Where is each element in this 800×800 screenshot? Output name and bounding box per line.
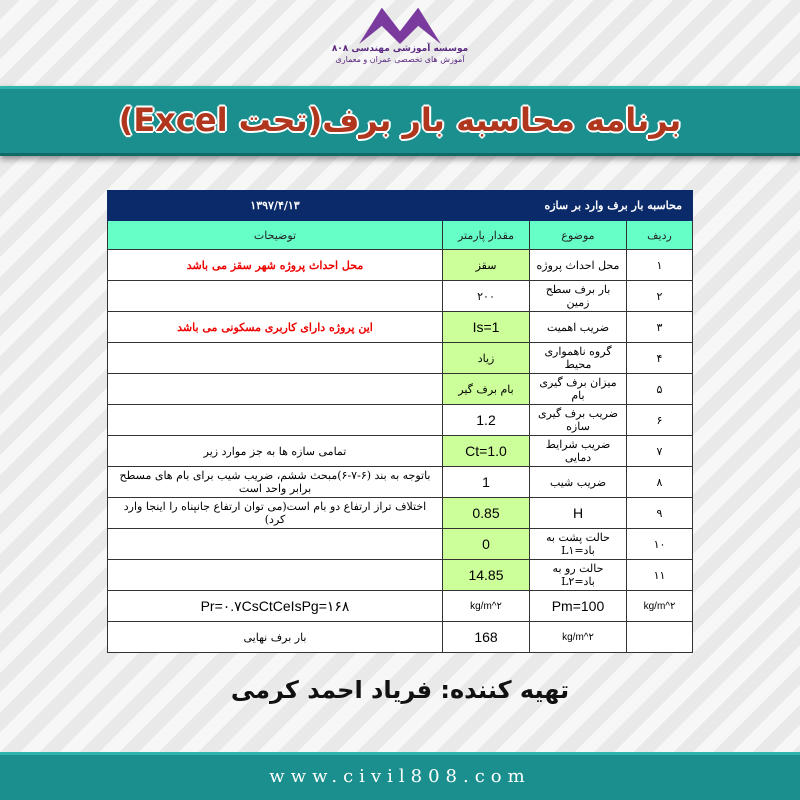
row-notes xyxy=(108,281,443,312)
table-row xyxy=(108,312,693,343)
snow-load-table xyxy=(107,190,693,653)
col-row: ردیف xyxy=(627,221,693,250)
row-value[interactable]: بام برف گیر xyxy=(443,374,530,405)
table-row xyxy=(108,467,693,498)
pr-formula: Pr=۰.۷CsCtCeIsPg=۱۶۸ xyxy=(108,591,443,622)
table-row xyxy=(108,529,693,560)
logo-mark-icon xyxy=(354,4,446,44)
row-value[interactable]: ۲۰۰ xyxy=(443,281,530,312)
table-row xyxy=(108,374,693,405)
row-number: ۵ xyxy=(627,374,693,405)
logo-line2: آموزش های تخصصی عمران و معماری xyxy=(335,55,465,64)
table-row xyxy=(108,250,693,281)
row-subject: ضریب برف گیری سازه xyxy=(530,405,627,436)
row-notes xyxy=(108,374,443,405)
table-row xyxy=(108,560,693,591)
row-value[interactable]: 0 xyxy=(443,529,530,560)
row-subject: ضریب اهمیت xyxy=(530,312,627,343)
row-notes: تمامی سازه ها به جز موارد زیر xyxy=(108,436,443,467)
row-value[interactable]: زیاد xyxy=(443,343,530,374)
row-subject: میزان برف گیری بام xyxy=(530,374,627,405)
row-notes xyxy=(108,529,443,560)
row-subject: ضریب شرایط دمایی xyxy=(530,436,627,467)
row-number: ۱۰ xyxy=(627,529,693,560)
row-number: ۲ xyxy=(627,281,693,312)
row-number: ۸ xyxy=(627,467,693,498)
row-notes: محل احداث پروژه شهر سقز می باشد xyxy=(108,250,443,281)
row-number: ۱۱ xyxy=(627,560,693,591)
row-notes: اختلاف تراز ارتفاع دو بام است(می توان ارتفاع جانپناه را اینجا وارد کرد) xyxy=(108,498,443,529)
row-subject: بار برف سطح زمین xyxy=(530,281,627,312)
final-value[interactable]: 168 xyxy=(443,622,530,653)
row-number: ۷ xyxy=(627,436,693,467)
col-value: مقدار پارمتر xyxy=(443,221,530,250)
table-row xyxy=(108,343,693,374)
table-row xyxy=(108,405,693,436)
row-notes xyxy=(108,405,443,436)
table-row xyxy=(108,436,693,467)
pm-unit: kg/m^۲ xyxy=(627,591,693,622)
row-number: ۳ xyxy=(627,312,693,343)
row-subject: ضریب شیب xyxy=(530,467,627,498)
row-number: ۱ xyxy=(627,250,693,281)
row-subject: محل احداث پروژه xyxy=(530,250,627,281)
logo-line1: موسسه آموزشی مهندسی ۸۰۸ xyxy=(331,44,469,54)
pr-unit: kg/m^۲ xyxy=(443,591,530,622)
author: تهیه کننده: فریاد احمد کرمی xyxy=(230,676,570,704)
row-value[interactable]: Ct=1.0 xyxy=(443,436,530,467)
row-value[interactable]: 0.85 xyxy=(443,498,530,529)
row-subject: گروه ناهمواری محیط xyxy=(530,343,627,374)
row-subject: حالت رو به باد=L۲ xyxy=(530,560,627,591)
row-number: ۴ xyxy=(627,343,693,374)
row-value[interactable]: Is=1 xyxy=(443,312,530,343)
pm-value[interactable]: Pm=100 xyxy=(530,591,627,622)
title-band xyxy=(0,86,800,156)
row-subject: H xyxy=(530,498,627,529)
footer-band xyxy=(0,752,800,800)
table-date: ۱۳۹۷/۴/۱۳ xyxy=(108,191,443,221)
col-subject: موضوع xyxy=(530,221,627,250)
col-notes: توضیحات xyxy=(108,221,443,250)
website-link[interactable]: www.civil808.com xyxy=(269,766,531,787)
row-number: ۹ xyxy=(627,498,693,529)
row-value[interactable]: 1 xyxy=(443,467,530,498)
row-subject: حالت پشت به باد=L۱ xyxy=(530,529,627,560)
final-label: بار برف نهایی xyxy=(108,622,443,653)
row-value[interactable]: سقز xyxy=(443,250,530,281)
row-value[interactable]: 1.2 xyxy=(443,405,530,436)
logo xyxy=(310,4,490,82)
row-notes: این پروژه دارای کاربری مسکونی می باشد xyxy=(108,312,443,343)
row-notes xyxy=(108,343,443,374)
row-notes xyxy=(108,560,443,591)
empty-cell xyxy=(627,622,693,653)
row-value[interactable]: 14.85 xyxy=(443,560,530,591)
page-title: برنامه محاسبه بار برف(تحت Excel) xyxy=(118,101,682,139)
final-unit: kg/m^۲ xyxy=(530,622,627,653)
table-row xyxy=(108,281,693,312)
row-notes: باتوجه به بند (۶-۷-۶)مبحث ششم، ضریب شیب برای بام های مسطح برابر واحد است xyxy=(108,467,443,498)
table-heading: محاسبه بار برف وارد بر سازه xyxy=(443,191,693,221)
table-row xyxy=(108,498,693,529)
row-number: ۶ xyxy=(627,405,693,436)
